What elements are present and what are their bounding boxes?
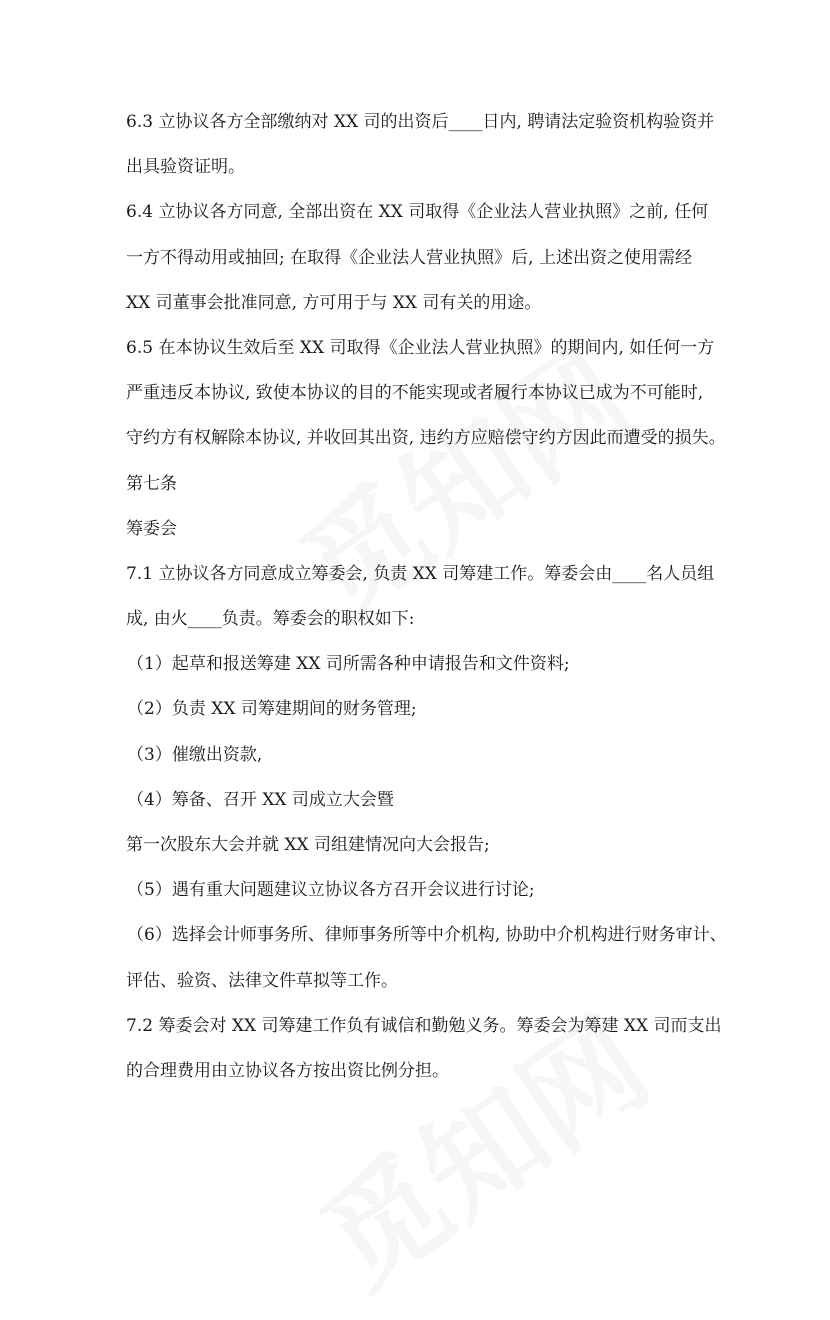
clause-6-5-line-2: 严重违反本协议, 致使本协议的目的不能实现或者履行本协议已成为不可能时, (126, 383, 704, 404)
list-item-3: （3）催缴出资款, (127, 744, 263, 765)
list-item-6: （6）选择会计师事务所、律师事务所等中介机构, 协助中介机构进行财务审计、 (127, 925, 727, 946)
clause-6-4-line-2: 一方不得动用或抽回; 在取得《企业法人营业执照》后, 上述出资之使用需经 (126, 247, 692, 268)
clause-7-2-line-1: 7.2 筹委会对 XX 司筹建工作负有诚信和勤勉义务。筹委会为筹建 XX 司而支出 (126, 1015, 722, 1036)
clause-6-5-line-3: 守约方有权解除本协议, 并收回其出资, 违约方应赔偿守约方因此而遭受的损失。 (126, 428, 726, 449)
list-item-1: （1）起草和报送筹建 XX 司所需各种申请报告和文件资料; (127, 654, 570, 675)
clause-6-3-line-2: 出具验资证明。 (126, 157, 245, 178)
list-item-5: （5）遇有重大问题建议立协议各方召开会议进行讨论; (127, 880, 535, 901)
list-item-4: （4）筹备、召开 XX 司成立大会暨 (127, 789, 394, 810)
document-body (126, 100, 727, 1094)
clause-7-2-line-2: 的合理费用由立协议各方按出资比例分担。 (126, 1060, 449, 1081)
list-item-6-continuation: 评估、验资、法律文件草拟等工作。 (126, 970, 398, 991)
clause-7-1-line-1: 7.1 立协议各方同意成立筹委会, 负责 XX 司筹建工作。筹委会由____名人员组 (126, 563, 715, 584)
clause-6-3-line-1: 6.3 立协议各方全部缴纳对 XX 司的出资后____日内, 聘请法定验资机构验资并 (126, 112, 715, 132)
clause-6-4-line-3: XX 司董事会批准同意, 方可用于与 XX 司有关的用途。 (126, 292, 542, 313)
article-7-title: 筹委会 (126, 518, 177, 539)
clause-7-1-line-2: 成, 由火____负责。筹委会的职权如下: (126, 609, 415, 630)
list-item-4-continuation: 第一次股东大会并就 XX 司组建情况向大会报告; (126, 835, 490, 855)
list-item-2: （2）负责 XX 司筹建期间的财务管理; (127, 699, 417, 720)
clause-6-5-line-1: 6.5 在本协议生效后至 XX 司取得《企业法人营业执照》的期间内, 如任何一方 (126, 337, 715, 358)
article-7-heading: 第七条 (126, 473, 177, 494)
clause-6-4-line-1: 6.4 立协议各方同意, 全部出资在 XX 司取得《企业法人营业执照》之前, 任何 (126, 202, 709, 223)
